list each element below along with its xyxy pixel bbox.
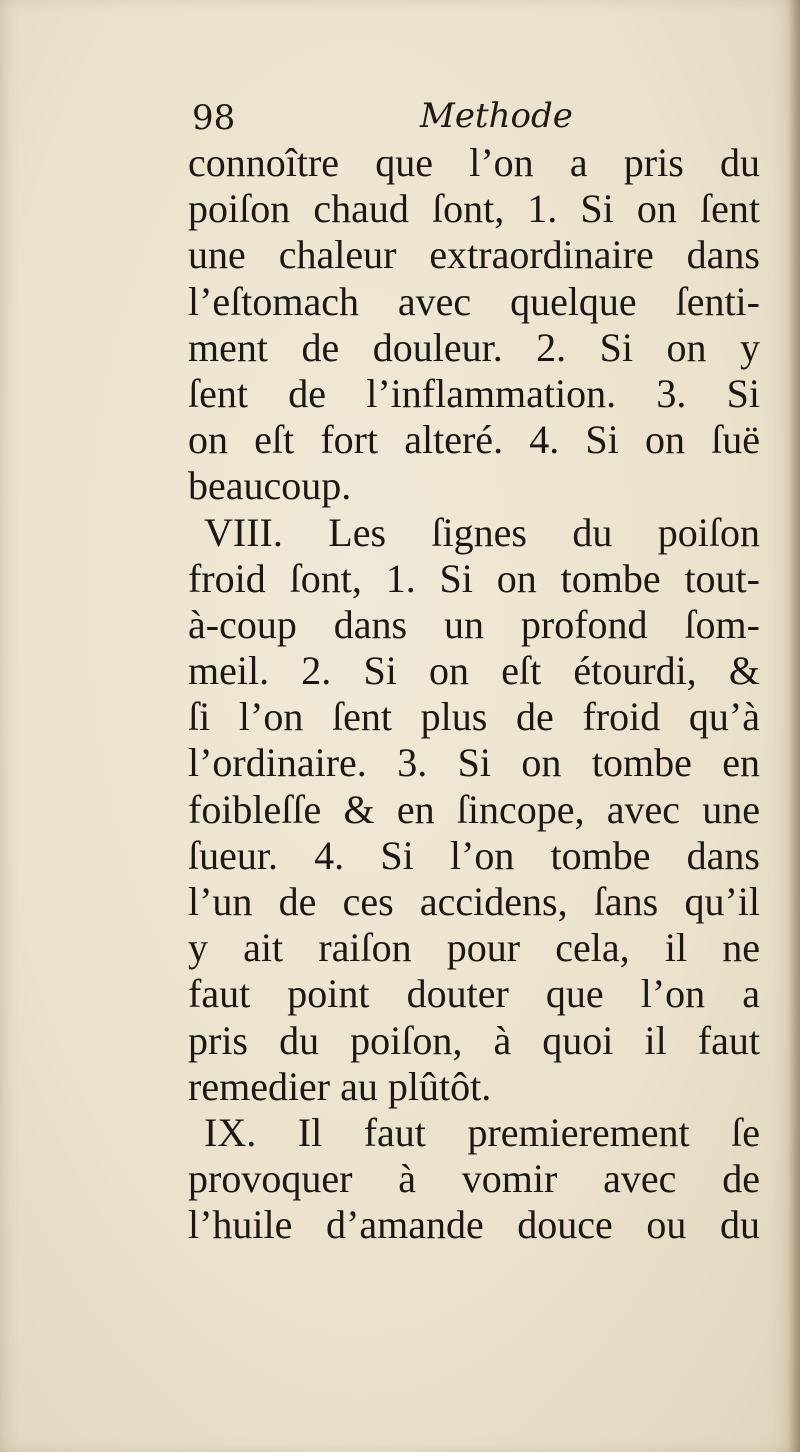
text-line: l’un de ces accidens, ſans qu’il [188,879,760,924]
text-line: beaucoup. [188,463,352,509]
text-line: ſueur. 4. Si l’on tombe dans [188,832,760,878]
text-line: l’ordinaire. 3. Si on tombe en [188,740,760,786]
text-line: pris du poiſon, à quoi il faut [188,1017,760,1063]
text-line: connoître que l’on a pris du [188,140,760,185]
page-number: 98 [192,98,236,138]
text-line: y ait raiſon pour cela, il ne [188,925,760,971]
section-heading-line: IX. Il faut premierement ſe [204,1109,760,1155]
text-line: faut point douter que l’on a [188,971,760,1017]
text-line: remedier au plûtôt. [188,1063,492,1109]
text-line: ſent de l’inflammation. 3. Si [188,370,760,416]
text-line: l’eſtomach avec quelque ſenti- [188,278,760,324]
text-line: provoquer à vomir avec de [188,1156,760,1202]
text-line: meil. 2. Si on eſt étourdi, & [188,648,760,694]
page-gutter-shadow [788,0,800,1452]
running-head: Methode [420,96,573,136]
text-line: poiſon chaud ſont, 1. Si on ſent [188,186,760,232]
text-line: à-coup dans un profond ſom- [188,601,760,647]
page-header [192,96,792,146]
text-line: ſi l’on ſent plus de froid qu’à [188,694,760,740]
text-line: une chaleur extraordinaire dans [188,232,760,278]
body-text [188,140,760,1249]
text-line: foibleſſe & en ſincope, avec une [188,786,760,832]
text-line: ment de douleur. 2. Si on y [188,324,760,370]
section-heading-line: VIII. Les ſignes du poiſon [204,509,760,555]
text-line: froid ſont, 1. Si on tombe tout- [188,555,760,601]
text-line: on eſt fort alteré. 4. Si on ſuë [188,417,760,463]
text-line: l’huile d’amande douce ou du [188,1202,760,1248]
